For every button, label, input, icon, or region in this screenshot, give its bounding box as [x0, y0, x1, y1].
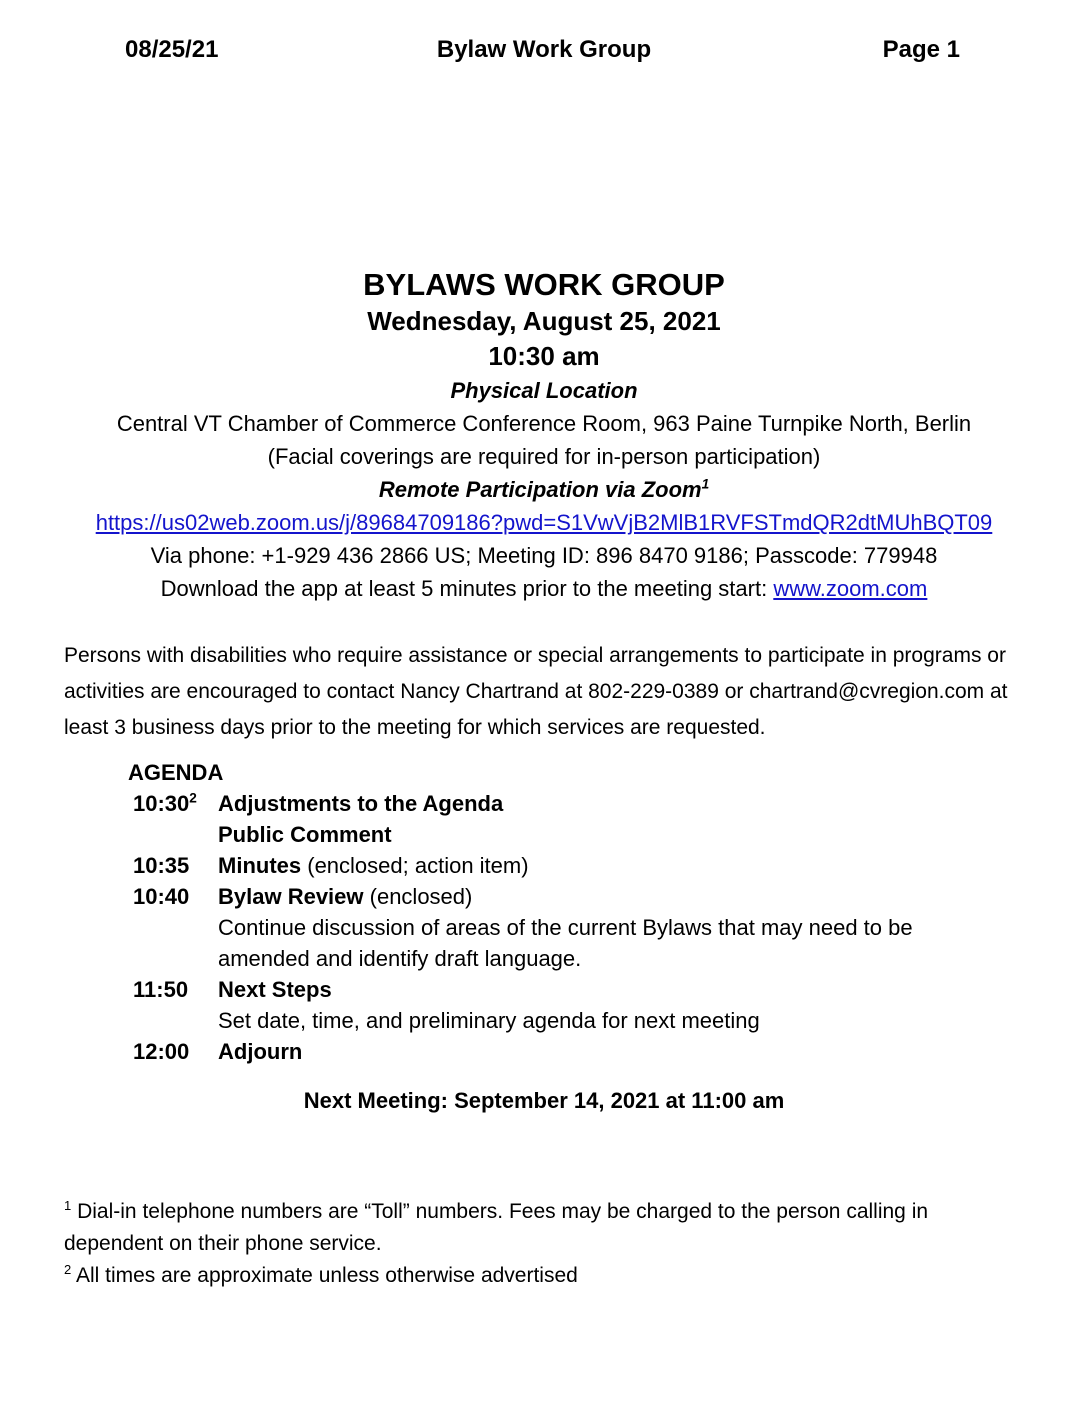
agenda-item-detail: amended and identify draft language. [218, 946, 582, 971]
agenda-time [133, 819, 218, 850]
meeting-time: 10:30 am [488, 341, 600, 371]
facial-coverings-note: (Facial coverings are required for in-person participation) [267, 444, 821, 469]
header-page-number: Page 1 [882, 36, 960, 63]
agenda-time: 10:40 [133, 884, 190, 909]
footnote-1 [64, 1196, 1008, 1260]
footnote-2-text: All times are approximate unless otherwise advertised [75, 1264, 578, 1287]
agenda-row [128, 1036, 913, 1067]
agenda-row [128, 819, 913, 850]
agenda-item: Minutes (enclosed; action item) [218, 853, 529, 878]
location-line: Central VT Chamber of Commerce Conference Room, 963 Paine Turnpike North, Berlin [116, 411, 972, 436]
agenda-row [128, 850, 913, 881]
footnotes-section [64, 1196, 1008, 1292]
footnote-1-text: Dial-in telephone numbers are “Toll” numbers. Fees may be charged to the person calling in dependent on their phone service. [64, 1200, 929, 1255]
agenda-time: 11:50 [133, 977, 189, 1002]
footnote-ref-2-marker: 2 [189, 790, 197, 806]
agenda-item: Public Comment [218, 822, 392, 847]
agenda-row [128, 943, 913, 974]
agenda-row [128, 1005, 913, 1036]
agenda-time: $10:30^2$ [133, 790, 197, 816]
accessibility-paragraph: Persons with disabilities who require assistance or special arrangements to participate in programs or activities are encouraged to contact Nancy Chartrand at 802-229-0389 or chartrand@cvregion.com at least 3 business days prior to the meeting for which services are requested. [64, 644, 1008, 739]
meeting-title: BYLAWS WORK GROUP [363, 267, 725, 302]
agenda-time: 10:35 [133, 853, 190, 878]
download-line [0, 572, 1088, 605]
agenda-row [128, 974, 913, 1005]
agenda-time [133, 1005, 218, 1036]
header-date: 08/25/21 [125, 36, 219, 63]
download-line-text: Download the app at least 5 minutes prior to the meeting start: [160, 576, 774, 601]
agenda-item: Adjourn [218, 1039, 303, 1064]
agenda-row [128, 788, 913, 819]
phone-line: Via phone: +1-929 436 2866 US; Meeting ID: 896 8470 9186; Passcode: 779948 [150, 543, 938, 568]
agenda-item-detail: Set date, time, and preliminary agenda for next meeting [218, 1008, 760, 1033]
agenda-row [128, 912, 913, 943]
zoom-meeting-link[interactable]: https://us02web.zoom.us/j/89684709186?pwd=S1VwVjB2MlB1RVFSTmdQR2dtMUhBQT09 [95, 510, 993, 535]
page-header [0, 36, 1088, 66]
physical-location-heading: Physical Location [450, 378, 638, 403]
meeting-date: Wednesday, August 25, 2021 [367, 306, 721, 336]
remote-participation-heading [0, 473, 1088, 506]
agenda-item: Adjustments to the Agenda [218, 791, 504, 816]
agenda-item-detail: Continue discussion of areas of the current Bylaws that may need to be [218, 915, 913, 940]
zoom-url-line [0, 506, 1088, 539]
footnote-ref-1-marker: 1 [701, 476, 710, 492]
agenda-time: 12:00 [133, 1039, 190, 1064]
agenda-heading: AGENDA [128, 760, 224, 785]
next-meeting-line: Next Meeting: September 14, 2021 at 11:00 am [303, 1088, 785, 1113]
remote-participation-text: Remote Participation via Zoom [378, 477, 702, 502]
agenda-row [128, 881, 913, 912]
footnote-1-ref: 1 [64, 1198, 72, 1213]
footnote-2 [64, 1260, 1008, 1292]
meeting-info-block [0, 266, 1088, 605]
zoom-site-link[interactable]: www.zoom.com [773, 576, 928, 601]
agenda-section [128, 757, 913, 1067]
agenda-time [133, 912, 218, 943]
agenda-item: Next Steps [218, 977, 332, 1002]
footnote-2-ref: 2 [64, 1262, 72, 1277]
agenda-item: Bylaw Review (enclosed) [218, 884, 473, 909]
agenda-time [133, 943, 218, 974]
header-doc-title: Bylaw Work Group [436, 36, 652, 63]
